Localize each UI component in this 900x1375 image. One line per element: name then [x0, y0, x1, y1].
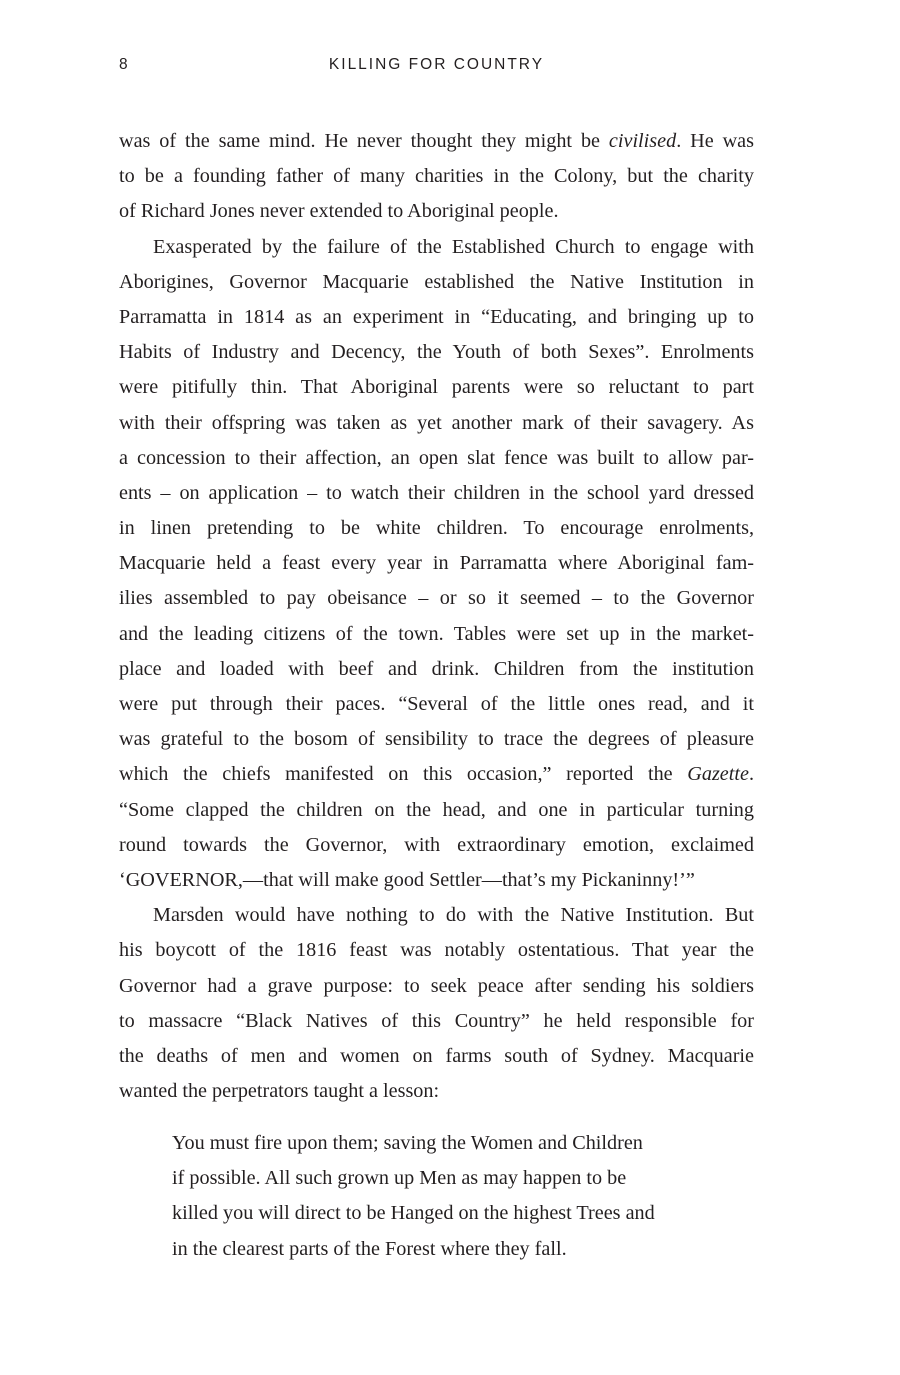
emphasis: Gazette: [687, 763, 749, 786]
text-line: Aborigines, Governor Macquarie established the Native Institution in: [119, 270, 754, 293]
quote-line: if possible. All such grown up Men as may happen to be: [172, 1167, 627, 1190]
text-line: of Richard Jones never extended to Aboriginal people.: [119, 200, 559, 223]
quote-line: killed you will direct to be Hanged on the highest Trees and: [172, 1202, 655, 1225]
text-line: to be a founding father of many charities in the Colony, but the charity: [119, 165, 754, 188]
text-line: ‘GOVERNOR,—that will make good Settler—that’s my Pickaninny!’”: [119, 868, 695, 891]
text-line: wanted the perpetrators taught a lesson:: [119, 1080, 440, 1103]
text-line: Marsden would have nothing to do with the Native Institution. But: [153, 904, 754, 927]
text-line: round towards the Governor, with extraordinary emotion, exclaimed: [119, 833, 754, 856]
text-line: ilies assembled to pay obeisance – or so it seemed – to the Governor: [119, 587, 754, 610]
text-line: which the chiefs manifested on this occasion,” reported the Gazette.: [119, 763, 754, 786]
text-line: place and loaded with beef and drink. Children from the institution: [119, 657, 754, 680]
text-line: in linen pretending to be white children. To encourage enrolments,: [119, 517, 754, 540]
body-text: [119, 124, 754, 1109]
page-header: [119, 56, 754, 78]
text-line: ents – on application – to watch their children in the school yard dressed: [119, 481, 754, 504]
emphasis: civilised: [608, 130, 677, 152]
page-number: 8: [119, 56, 128, 73]
paragraph: [119, 230, 754, 899]
text-line: “Some clapped the children on the head, and one in particular turning: [119, 798, 754, 821]
text-line: Habits of Industry and Decency, the Youth of both Sexes”. Enrolments: [119, 341, 754, 364]
text-line: and the leading citizens of the town. Tables were set up in the market-: [119, 622, 754, 645]
text-line: to massacre “Black Natives of this Country” he held responsible for: [119, 1009, 754, 1032]
running-head: KILLING FOR COUNTRY: [328, 56, 545, 73]
text-line: Governor had a grave purpose: to seek peace after sending his soldiers: [119, 974, 754, 997]
paragraph: [119, 124, 754, 230]
text-line: Macquarie held a feast every year in Parramatta where Aboriginal fam-: [119, 552, 754, 575]
quote-line: You must fire upon them; saving the Women and Children: [172, 1132, 643, 1154]
text-line: a concession to their affection, an open slat fence was built to allow par-: [119, 446, 754, 469]
paragraph: [119, 898, 754, 1109]
text-line: was grateful to the bosom of sensibility to trace the degrees of pleasure: [119, 728, 754, 751]
block-quote: [172, 1126, 700, 1267]
text-line: were put through their paces. “Several of the little ones read, and it: [119, 693, 754, 715]
text-line: with their offspring was taken as yet another mark of their savagery. As: [119, 411, 754, 434]
text-line: was of the same mind. He never thought they might be civilised. He was: [119, 130, 754, 152]
text-line: were pitifully thin. That Aboriginal parents were so reluctant to part: [119, 376, 754, 399]
text-line: Exasperated by the failure of the Established Church to engage with: [153, 235, 754, 258]
text-line: the deaths of men and women on farms south of Sydney. Macquarie: [119, 1044, 754, 1067]
text-line: Parramatta in 1814 as an experiment in “Educating, and bringing up to: [119, 305, 754, 328]
text-line: his boycott of the 1816 feast was notably ostentatious. That year the: [119, 939, 754, 962]
quote-line: in the clearest parts of the Forest where they fall.: [172, 1237, 567, 1260]
